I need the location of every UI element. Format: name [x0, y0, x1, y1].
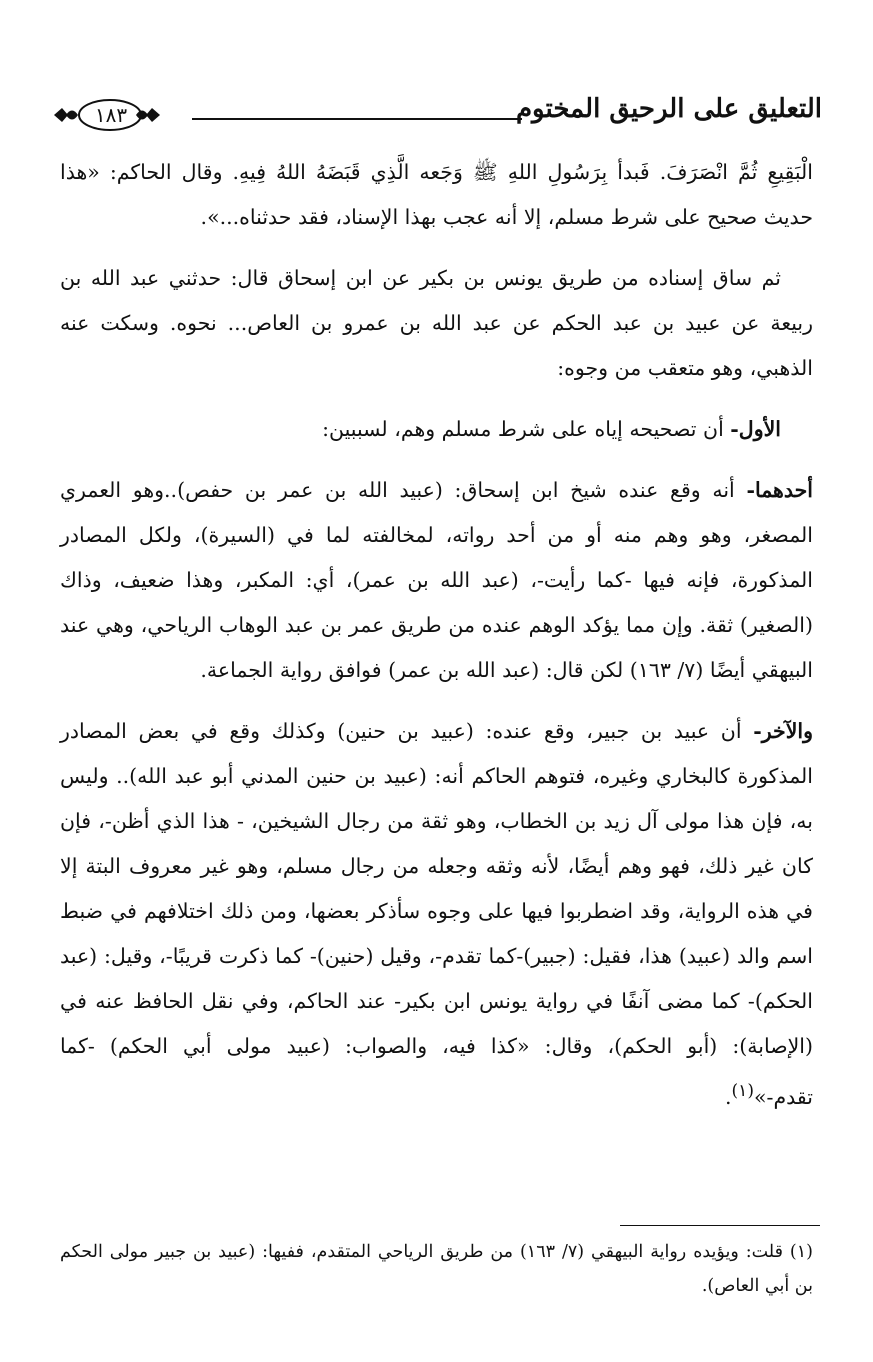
page-number: ١٨٣: [94, 103, 128, 127]
header-rule: [192, 118, 522, 120]
paragraph-5-text: أن عبيد بن جبير، وقع عنده: (عبيد بن حنين) وكذلك وقع في بعض المصادر المذكورة كالبخاري وغيره، فتوهم الحاكم أنه: (عبيد بن حنين المدني أبو عبد الله).. وليس به، فإن هذا مولى آل زيد بن الخطاب، وهو ثقة من رجال الشيخين، - هذا الذي أظن-، فإن كان غير ذلك، فهو وهم أيضًا، لأنه وثقه وجعله من رجال مسلم، وهو غير معروف البتة إلا في هذه الرواية، وقد اضطربوا فيها على وجوه سأذكر بعضها، ومن ذلك اختلافهم في ضبط اسم والد (عبيد) هذا، فقيل: (جبير)-كما تقدم-، وقيل (حنين)- كما ذكرت قريبًا-، وقيل: (عبد الحكم)- كما مضى آنفًا في رواية يونس ابن بكير- عند الحاكم، وفي نقل الحافظ عنه في (الإصابة): (أبو الحكم)، وقال: «كذا فيه، والصواب: (عبيد مولى أبي الحكم) -كما تقدم-»: [60, 719, 813, 1109]
paragraph-3: [60, 407, 813, 452]
paragraph-2-text: ثم ساق إسناده من طريق يونس بن بكير عن ابن إسحاق قال: حدثني عبد الله بن ربيعة عن عبيد بن عبد الحكم عن عبد الله بن عمرو بن العاص... نحوه. وسكت عنه الذهبي، وهو متعقب من وجوه:: [60, 266, 813, 380]
paragraph-3-text: أن تصحيحه إياه على شرط مسلم وهم، لسببين:: [322, 417, 731, 441]
footnote-ref: (١): [731, 1081, 754, 1101]
page-header: [52, 90, 822, 138]
paragraph-5-end: .: [724, 1084, 732, 1109]
paragraph-5: [60, 709, 813, 1120]
running-title: التعليق على الرحيق المختوم: [515, 94, 822, 124]
paragraph-5-lead: والآخر-: [753, 719, 813, 743]
footnote-text: (١) قلت: ويؤيده رواية البيهقي (٧/ ١٦٣) من طريق الرياحي المتقدم، ففيها: (عبيد بن جبير مولى الحكم بن أبي العاص).: [60, 1242, 813, 1296]
paragraph-1-text: الْبَقِيعِ ثُمَّ انْصَرَفَ. فَبدأ بِرَسُولِ اللهِ ﷺ وَجَعه الَّذِي قَبَضَهُ اللهُ فِيهِ. وقال الحاكم: «هذا حديث صحيح على شرط مسلم، إلا أنه عجب بهذا الإسناد، فقد حدثناه...».: [60, 160, 813, 229]
paragraph-4-text: أنه وقع عنده شيخ ابن إسحاق: (عبيد الله بن عمر بن حفص)..وهو العمري المصغر، وهو وهم منه أو من أحد رواته، لمخالفته لما في (السيرة)، ولكل المصادر المذكورة، فإنه فيها -كما رأيت-، (عبد الله بن عمر)، أي: المكبر، وهذا ضعيف، وذاك (الصغير) ثقة. وإن مما يؤكد الوهم عنده من طريق عمر بن عبد الوهاب الرياحي، وهي عند البيهقي أيضًا (٧/ ١٦٣) لكن قال: (عبد الله بن عمر) فوافق رواية الجماعة.: [60, 478, 813, 682]
paragraph-3-lead: الأول-: [730, 417, 781, 441]
paragraph-2: [60, 256, 813, 391]
footnote: [60, 1235, 813, 1303]
paragraph-4: [60, 468, 813, 693]
main-text: [60, 150, 813, 1120]
paragraph-4-lead: أحدهما-: [746, 478, 813, 502]
page-number-ornament: [52, 92, 162, 138]
paragraph-1: [60, 150, 813, 240]
footnote-rule: [620, 1225, 820, 1226]
